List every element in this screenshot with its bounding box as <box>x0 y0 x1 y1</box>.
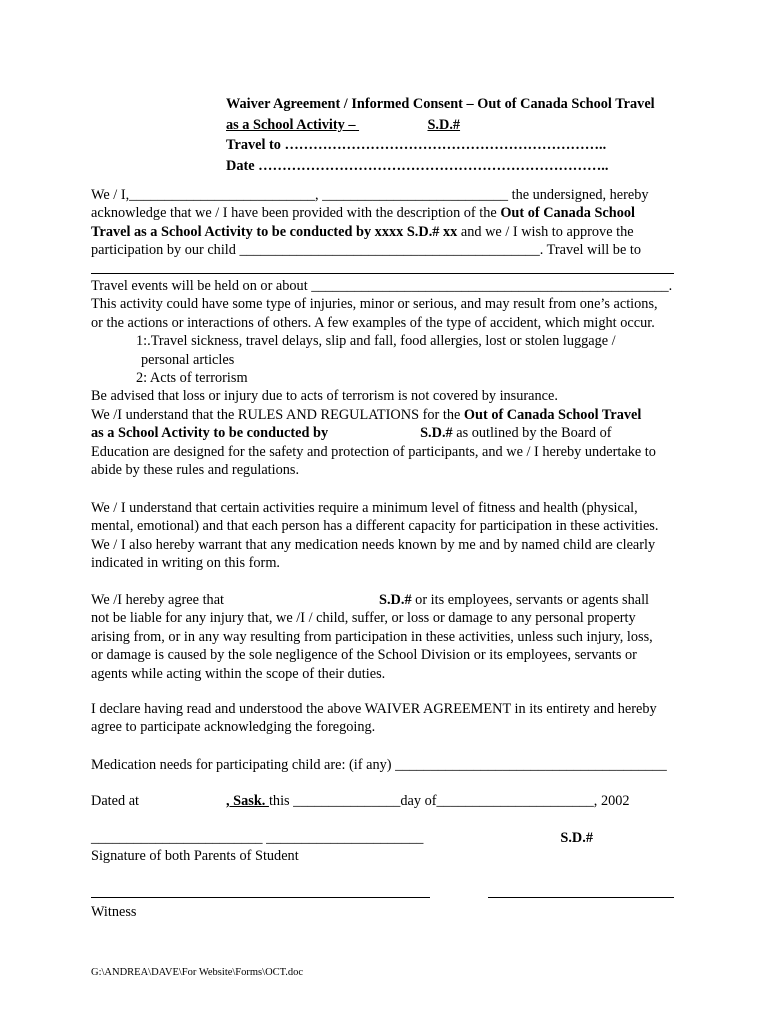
ack-line <box>91 204 681 222</box>
dated-label: Dated at <box>91 793 140 809</box>
child-line: participation by our child __________________________________________. Travel will be to <box>91 242 641 259</box>
rules-text: We /I understand that the RULES AND REGULATIONS for the <box>91 406 464 423</box>
liability-text-2: or its employees, servants or agents shall <box>411 592 650 608</box>
date-line: Date ……………………………………………………………….. <box>226 157 609 174</box>
declaration-line-2: agree to participate acknowledging the foregoing. <box>91 719 376 736</box>
fitness-line-1: We / I understand that certain activities require a minimum level of fitness and health (physical, <box>91 500 638 516</box>
dated-place: , Sask. <box>226 793 269 809</box>
paragraph-risks <box>91 277 681 479</box>
title-line: Waiver Agreement / Informed Consent – Out of Canada School Travel <box>226 96 655 112</box>
risk-example-1-cont: personal articles <box>141 351 235 368</box>
ack-bold: Out of Canada School <box>500 205 635 222</box>
witness-block <box>91 903 681 921</box>
witness-signature-rule <box>91 897 430 898</box>
witness-label: Witness <box>91 904 137 920</box>
risk-line-2: or the actions or interactions of others. A few examples of the type of accident, which might occur. <box>91 314 655 331</box>
terrorism-note: Be advised that loss or injury due to acts of terrorism is not covered by insurance. <box>91 388 558 405</box>
paragraph-acknowledgement <box>91 186 681 260</box>
medication-line: Medication needs for participating child are: (if any) ______________________________________ <box>91 757 667 773</box>
rules-line <box>91 406 681 424</box>
fitness-line-3: We / I also hereby warrant that any medication needs known by me and by named child are clearly <box>91 536 656 553</box>
travel-line <box>91 223 681 241</box>
paragraph-fitness <box>91 499 681 573</box>
rules-bold: Out of Canada School Travel <box>463 406 642 423</box>
liability-sd: S.D.# <box>379 592 412 608</box>
travel-text: and we / I wish to approve the <box>457 223 634 240</box>
title-sd: S.D.# <box>427 116 461 133</box>
fitness-line-2: mental, emotional) and that each person has a different capacity for participation in these activities. <box>91 518 659 535</box>
document-header <box>226 94 686 176</box>
conducted-line <box>91 424 681 442</box>
travel-to-line: Travel to ………………………………………………………….. <box>226 137 607 153</box>
conducted-sd: S.D.# <box>420 425 453 442</box>
file-path-footer: G:\ANDREA\DAVE\For Website\Forms\OCT.doc <box>91 967 304 978</box>
liability-line-4: or damage is caused by the sole negligence of the School Division or its employees, servants or <box>91 647 637 664</box>
dated-rest: this _______________day of______________________, 2002 <box>268 793 630 809</box>
sd-blank <box>355 115 427 136</box>
liability-text: We /I hereby agree that <box>91 592 225 608</box>
travel-destination-rule <box>91 273 674 274</box>
parent-signature-block <box>91 829 681 866</box>
risk-example-2: 2: Acts of terrorism <box>136 369 248 386</box>
witness-date-rule <box>488 897 674 898</box>
title-line-2 <box>226 115 686 136</box>
risk-line-1: This activity could have some type of injuries, minor or serious, and may result from one’s actions, <box>91 296 658 313</box>
parent-signature-label: Signature of both Parents of Student <box>91 848 299 865</box>
risk-example-1: 1:.Travel sickness, travel delays, slip and fall, food allergies, lost or stolen luggage / <box>136 333 616 350</box>
liability-line-3: arising from, or in any way resulting from participation in these activities, unless such injury, loss, <box>91 628 653 645</box>
signature-sd: S.D.# <box>560 830 593 846</box>
liability-line-5: agents while acting within the scope of their duties. <box>91 665 386 682</box>
parent-signature-lines <box>91 829 681 847</box>
conducted-bold: as a School Activity to be conducted by <box>91 425 329 442</box>
events-line: Travel events will be held on or about __________________________________________________. <box>91 278 673 294</box>
fitness-line-4: indicated in writing on this form. <box>91 555 281 572</box>
abide-line: abide by these rules and regulations. <box>91 461 300 478</box>
signature-lines: ________________________ ______________________ <box>91 830 424 846</box>
liability-line-1 <box>91 591 681 609</box>
paragraph-declaration <box>91 700 681 737</box>
travel-bold: Travel as a School Activity to be conducted by xxxx S.D.# xx <box>91 223 458 240</box>
ack-text: acknowledge that we / I have been provided with the description of the <box>91 205 501 222</box>
names-line: We / I,__________________________, __________________________ the undersigned, hereby <box>91 187 649 203</box>
dated-line <box>91 792 681 810</box>
education-line: Education are designed for the safety and protection of participants, and we / I hereby undertake to <box>91 443 656 460</box>
dated-field <box>91 792 681 810</box>
medication-field <box>91 756 681 774</box>
title-activity: as a School Activity – <box>226 116 356 133</box>
paragraph-liability <box>91 591 681 683</box>
liability-line-2: not be liable for any injury that, we /I / child, suffer, or loss or damage to any personal property <box>91 610 636 627</box>
declaration-line-1: I declare having read and understood the above WAIVER AGREEMENT in its entirety and hereby <box>91 701 657 717</box>
conducted-text: as outlined by the Board of <box>452 425 612 442</box>
